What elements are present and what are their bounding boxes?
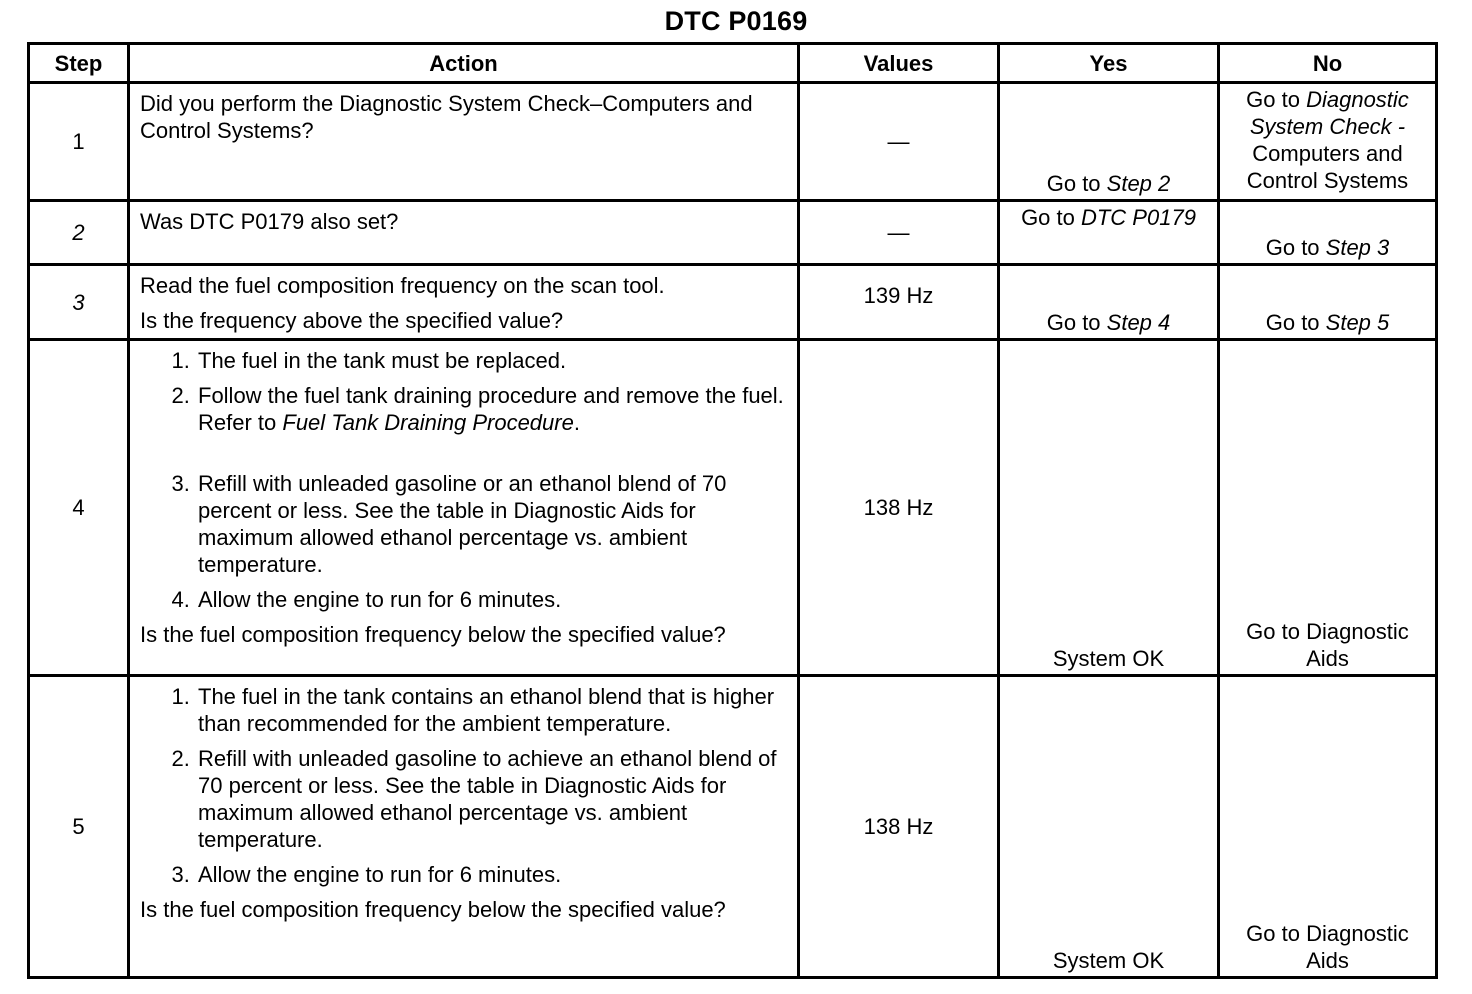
yes-link-dtc-p0179[interactable]: DTC P0179: [1080, 205, 1196, 230]
no-text: Go to Diagnostic Aids: [1246, 619, 1409, 671]
yes-prefix: Go to: [1021, 205, 1081, 230]
values-cell: 139 Hz: [799, 265, 999, 340]
yes-prefix: Go to: [1046, 310, 1107, 335]
list-item: 4. Allow the engine to run for 6 minutes.: [196, 586, 789, 613]
no-text: Go to Diagnostic Aids: [1246, 921, 1409, 973]
no-link-step-5[interactable]: Step 5: [1325, 310, 1390, 335]
action-line-1: Read the fuel composition frequency on the scan tool.: [140, 273, 665, 298]
header-values: Values: [799, 44, 999, 83]
no-prefix: Go to: [1246, 87, 1307, 112]
table-row-step-1: [29, 83, 1437, 201]
no-link-diagnostic-aids[interactable]: [1219, 676, 1437, 978]
header-action: Action: [129, 44, 799, 83]
step-number: 2: [29, 201, 129, 265]
step-number: 1: [29, 83, 129, 201]
step-number: 4: [29, 340, 129, 676]
link-fuel-tank-draining-procedure[interactable]: Fuel Tank Draining Procedure: [282, 410, 574, 435]
header-no: No: [1219, 44, 1437, 83]
diagnostic-table: [27, 42, 1438, 979]
no-link-diagnostic-system-check[interactable]: Diagnostic System Check -: [1249, 87, 1409, 139]
no-link-diagnostic-aids[interactable]: [1219, 340, 1437, 676]
yes-cell: [999, 83, 1219, 201]
page-title: DTC P0169: [664, 6, 808, 36]
list-item: 1. The fuel in the tank contains an ethanol blend that is higher than recommended for the ambient temperature.: [196, 683, 789, 737]
action-cell: [129, 201, 799, 265]
values-cell: —: [799, 83, 999, 201]
no-link-step-3[interactable]: Step 3: [1325, 235, 1390, 260]
table-row-step-4: [29, 340, 1437, 676]
table-row-step-5: [29, 676, 1437, 978]
procedure-list: [140, 683, 789, 888]
action-cell: [129, 676, 799, 978]
list-item: 2. Refill with unleaded gasoline to achieve an ethanol blend of 70 percent or less. See the table in Diagnostic Aids for maximum allowed ethanol percentage vs. ambient temperature.: [196, 745, 789, 853]
values-cell: 138 Hz: [799, 676, 999, 978]
header-step: Step: [29, 44, 129, 83]
step-number: 3: [29, 265, 129, 340]
yes-cell: System OK: [999, 340, 1219, 676]
list-item: 3. Allow the engine to run for 6 minutes.: [196, 861, 789, 888]
action-text: Was DTC P0179 also set?: [140, 209, 399, 234]
no-cell: [1219, 201, 1437, 265]
no-prefix: Go to: [1265, 310, 1326, 335]
list-item: 3. Refill with unleaded gasoline or an ethanol blend of 70 percent or less. See the table in Diagnostic Aids for maximum allowed ethanol percentage vs. ambient temperature.: [196, 470, 789, 578]
yes-cell: [999, 201, 1219, 265]
action-text: Did you perform the Diagnostic System Check–Computers and Control Systems?: [140, 91, 753, 143]
no-prefix: Go to: [1265, 235, 1326, 260]
procedure-list: [140, 347, 789, 613]
header-yes: Yes: [999, 44, 1219, 83]
yes-cell: [999, 265, 1219, 340]
question-text: Is the fuel composition frequency below the specified value?: [140, 897, 726, 922]
list-item: 2. Follow the fuel tank draining procedure and remove the fuel. Refer to Fuel Tank Draining Procedure.: [196, 382, 789, 436]
question-text: Is the fuel composition frequency below the specified value?: [140, 622, 726, 647]
yes-link-step-4[interactable]: Step 4: [1106, 310, 1171, 335]
values-cell: —: [799, 201, 999, 265]
yes-link-step-2[interactable]: Step 2: [1106, 171, 1171, 196]
list-item: 1. The fuel in the tank must be replaced.: [196, 347, 789, 374]
yes-prefix: Go to: [1046, 171, 1107, 196]
action-line-2: Is the frequency above the specified value?: [140, 308, 564, 333]
action-cell: [129, 340, 799, 676]
action-cell: [129, 265, 799, 340]
table-row-step-3: [29, 265, 1437, 340]
no-suffix: Computers and Control Systems: [1246, 141, 1409, 193]
action-cell: [129, 83, 799, 201]
step-number: 5: [29, 676, 129, 978]
no-cell: [1219, 265, 1437, 340]
yes-cell: System OK: [999, 676, 1219, 978]
no-cell: [1219, 83, 1437, 201]
header-row: [29, 44, 1437, 83]
values-cell: 138 Hz: [799, 340, 999, 676]
table-row-step-2: [29, 201, 1437, 265]
